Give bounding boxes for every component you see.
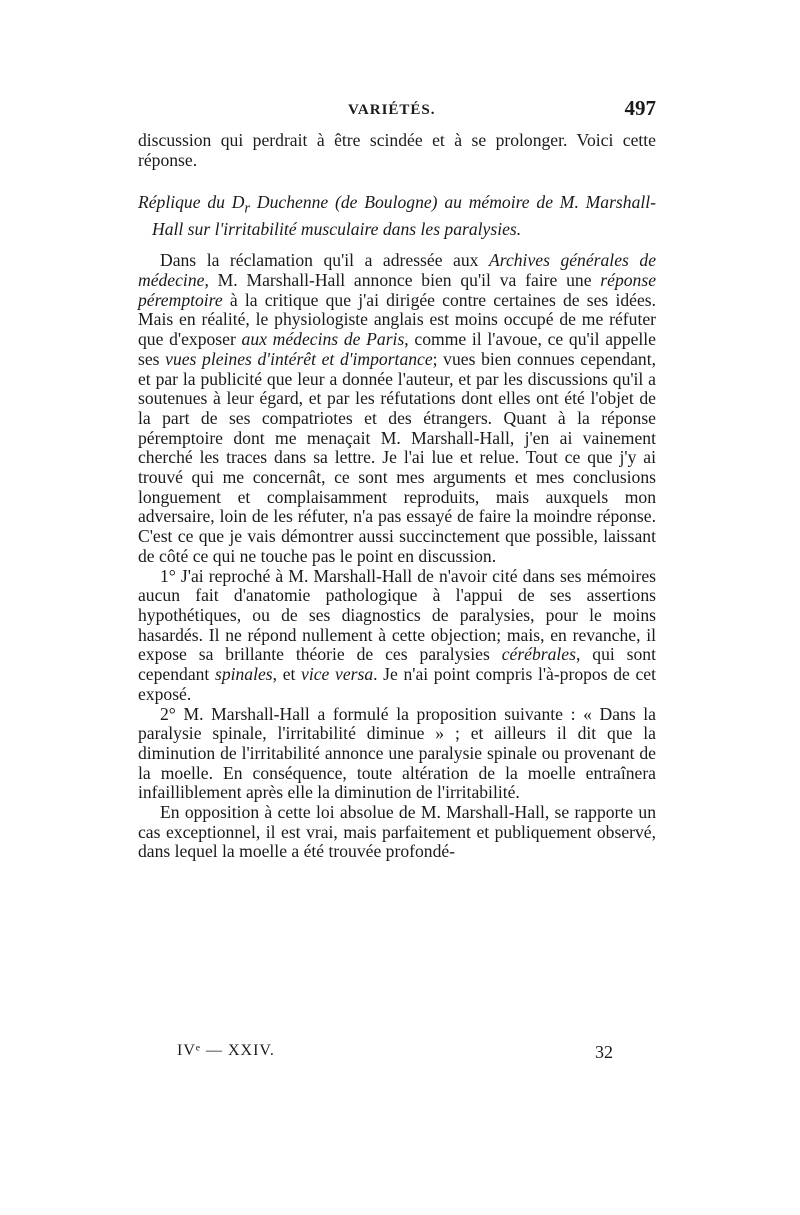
paragraph-point-two: 2° M. Marshall-Hall a formulé la proposition suivante : « Dans la paralysie spinale, l'irritabilité diminue » ; et ailleurs il dit que la diminution de l'irritabilité annonce une paralysie spinale ou provenant de la moelle. En conséquence, toute altération de la moelle entraînera infailliblement après elle la diminution de l'irritabilité. xyxy=(138,703,656,803)
paragraph-point-one: 1° J'ai reproché à M. Marshall-Hall de n'avoir cité dans ses mémoires aucun fait d'anatomie pathologique à l'appui de ses assertions hypothétiques, ou de ses diagnostics de paralysies, pour le moins hasardés. Il ne répond nullement à cette objection; mais, en revanche, il expose sa brillante théorie de ces paralysies cérébrales, qui sont cependant spinales, et vice versa. Je n'ai point compris l'à-propos de cet exposé. xyxy=(138,565,656,704)
body-text xyxy=(138,131,656,862)
running-head: VARIÉTÉS. xyxy=(348,102,436,118)
sheet-number: 32 xyxy=(595,1042,613,1062)
page-footer xyxy=(177,1042,617,1064)
section-title: Réplique du $D_r$ Duchenne (de Boulogne) au mémoire de M. Marshall-Hall sur l'irritabilité musculaire dans les paralysies. xyxy=(138,192,656,239)
page-number: 497 xyxy=(624,96,656,120)
paragraph-opposition: En opposition à cette loi absolue de M. Marshall-Hall, se rapporte un cas exceptionnel, il est vrai, mais parfaitement et publiquement observé, dans lequel la moelle a été trouvée profondé- xyxy=(138,802,656,862)
paragraph-reclamation: Dans la réclamation qu'il a adressée aux Archives générales de médecine, M. Marshall-Hall annonce bien qu'il va faire une réponse péremptoire à la critique que j'ai dirigée contre certaines de ses idées. Mais en réalité, le physiologiste anglais est moins occupé de me réfuter que d'exposer aux médecins de Paris, comme il l'avoue, ce qu'il appelle ses vues pleines d'intérêt et d'importance; vues bien connues cependant, et par la publicité que leur a donnée l'auteur, et par les discussions qu'il a soutenues à leur égard, et par les réfutations dont elles ont été l'objet de la part de ses compatriotes et des étrangers. Quant à la réponse péremptoire dont me menaçait M. Marshall-Hall, j'en ai vainement cherché les traces dans sa lettre. Je l'ai lue et relue. Tout ce que j'y ai trouvé qui me concernât, ce sont mes arguments et mes conclusions longuement et complaisamment reproduits, mais auxquels mon adversaire, loin de les réfuter, n'a pas essayé de faire la moindre réponse. C'est ce que je vais démontrer aussi succinctement que possible, laissant de côté ce qui ne touche pas le point en discussion. xyxy=(138,250,656,566)
signature-mark: IVᵉ — XXIV. xyxy=(177,1042,275,1059)
page-header xyxy=(138,96,656,124)
paragraph-continued: discussion qui perdrait à être scindée et à se prolonger. Voici cette réponse. xyxy=(138,130,656,170)
